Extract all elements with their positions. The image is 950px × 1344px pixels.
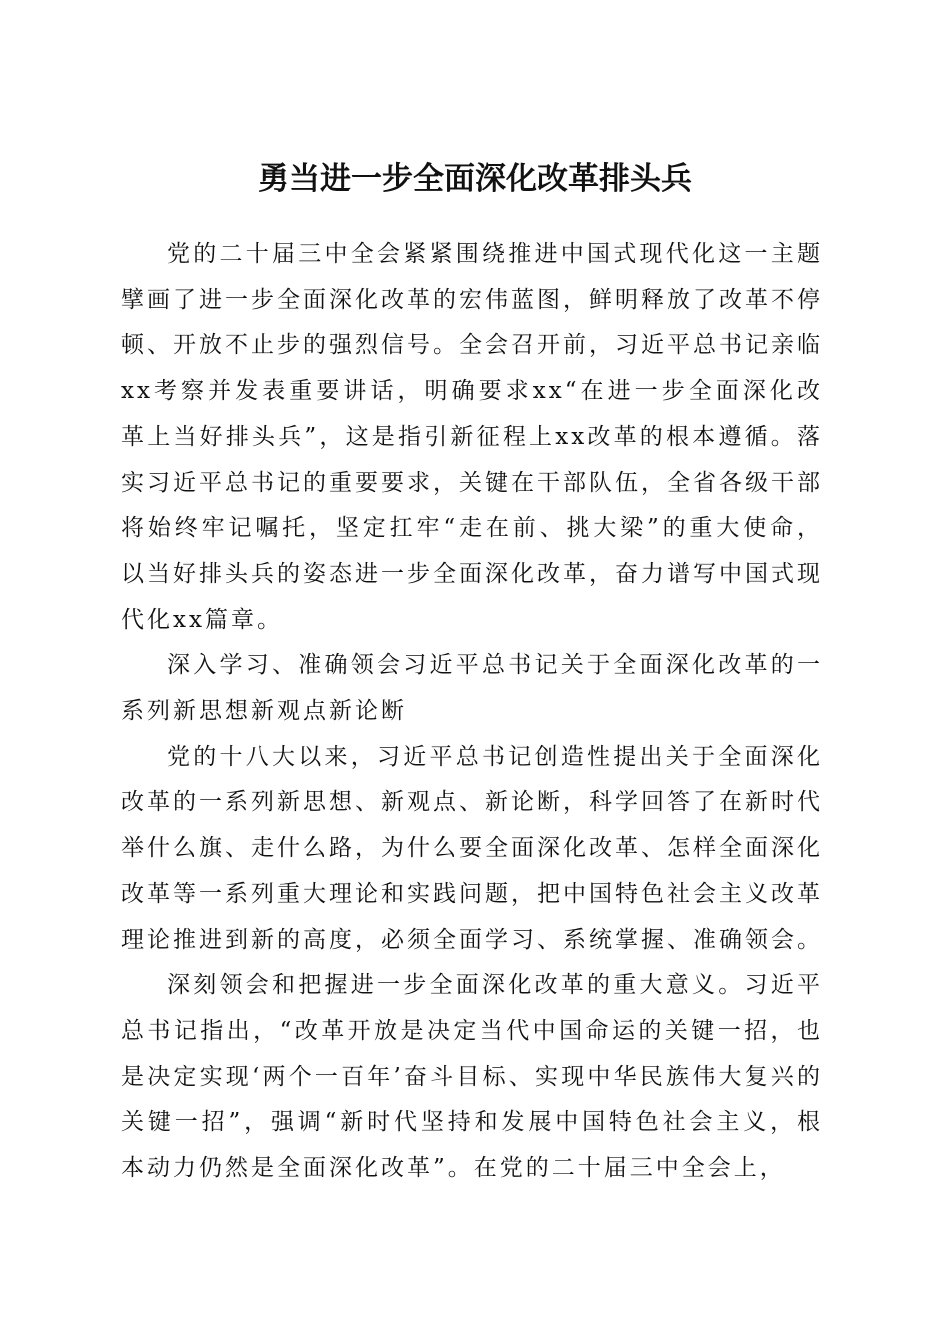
document-title: 勇当进一步全面深化改革排头兵 [258,160,692,197]
paragraph-intro: 党的二十届三中全会紧紧围绕推进中国式现代化这一主题擘画了进一步全面深化改革的宏伟蓝图，鲜明释放了改革不停顿、开放不止步的强烈信号。全会召开前，习近平总书记亲临xx考察并发表重要讲话，明确要求xx“在进一步全面深化改革上当好排头兵”，这是指引新征程上xx改革的根本遵循。落实习近平总书记的重要要求，关键在干部队伍，全省各级干部将始终牢记嘱托，坚定扛牢“走在前、挑大梁”的重大使命，以当好排头兵的姿态进一步全面深化改革，奋力谱写中国式现代化xx篇章。 [121,241,823,633]
document-body [121,232,823,1192]
paragraph-section-heading: 深入学习、准确领会习近平总书记关于全面深化改革的一系列新思想新观点新论断 [121,652,823,725]
paragraph-theory: 党的十八大以来，习近平总书记创造性提出关于全面深化改革的一系列新思想、新观点、新论断，科学回答了在新时代举什么旗、走什么路，为什么要全面深化改革、怎样全面深化改革等一系列重大理论和实践问题，把中国特色社会主义改革理论推进到新的高度，必须全面学习、系统掌握、准确领会。 [121,743,823,953]
paragraph-significance: 深刻领会和把握进一步全面深化改革的重大意义。习近平总书记指出，“改革开放是决定当代中国命运的关键一招，也是决定实现‘两个一百年’奋斗目标、实现中华民族伟大复兴的关键一招”，强调“新时代坚持和发展中国特色社会主义，根本动力仍然是全面深化改革”。在党的二十届三中全会上， [121,972,823,1182]
